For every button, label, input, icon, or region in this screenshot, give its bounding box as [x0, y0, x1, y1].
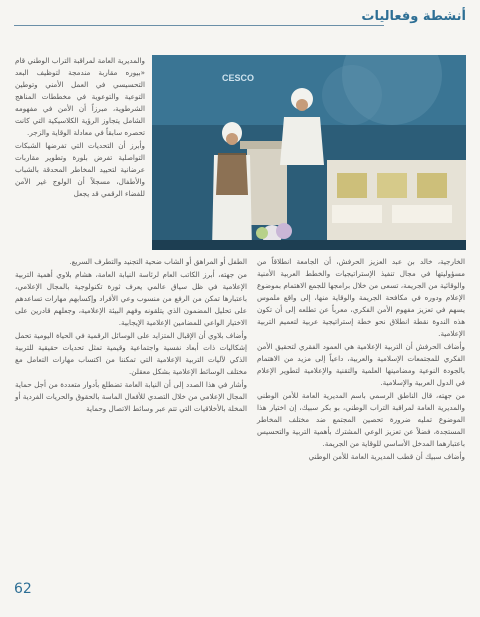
- paragraph: وأضاف الحرفش أن التربية الإعلامية هي العمود الفقري لتحقيق الأمن الفكري للمجتمعات الإسلامية والعربية، داعياً إلى مزيد من الاهتمام بالجودة النوعية ومضامينها العلمية والتقنية والإعلامية لتطوير الإعلام في الدول العربية والإسلامية.: [257, 342, 465, 387]
- paragraph: من جهته، أبرز الكاتب العام لرئاسة النيابة العامة، هشام بلاوي أهمية التربية الإعلامية في ظل سياق عالمي يعرف ثورة تكنولوجية بالمجال الإعلامي، باعتبارها تمكن من الرفع من منسوب وعي الأفراد وإكسابهم مهارات تساعدهم على تحليل المضمون الذي يتلقونه وفهم البيئة الإعلامية، وجعلهم قادرين على الاختيار الواعي للمضامين الإعلامية الإيجابية.: [15, 270, 247, 327]
- article-column-right: [257, 256, 465, 464]
- paragraph: من جهته، قال الناطق الرسمي باسم المديرية العامة للأمن الوطني والمديرية العامة لمراقبة التراب الوطني، بو بكر سبيك، إن اختيار هذا الموضوع تمليه ضرورة تحصين المجتمع ضد مختلف المخاطر المستجدة، فضلاً عن تعزيز الوعي المشترك بأهمية التربية والتحسيس باعتبارهما المدخل الأساسي للوقاية من الجريمة.: [257, 391, 465, 448]
- article-column-left: [15, 256, 247, 416]
- paragraph: وأبرز أن التحديات التي تفرضها الشبكات التواصلية تفرض بلورة وتطوير مقاربات عرضانية لتحييد المخاطر المحدقة بالشباب والأطفال، مسجلاً أن الولوج غير الآمن للفضاء الرقمي قد يجعل: [15, 141, 145, 198]
- article-column-top-left: [15, 55, 145, 201]
- page-number: 62: [14, 581, 32, 597]
- paragraph: الخارجية، خالد بن عبد العزيز الحرفش، أن الجامعة انطلاقاً من مسؤوليتها في مجال تنفيذ الإستراتيجيات والخطط العربية الأمنية والوقائية من الجريمة، تسعى من خلال برامجها للجمع الاهتمام بموضوع الإعلام ودوره في مكافحة الجريمة والوقاية منها، إلى واقع ملموس يسهم في تعزيز مفهوم الأمن الفكري، معرباً عن تطلعه إلى أن تكون هذه الندوة نقطة انطلاق نحو خطة إستراتيجية عربية لتعميم التربية الإعلامية.: [257, 257, 465, 338]
- event-photo: [152, 55, 466, 250]
- paragraph: وأضاف بلاوي أن الإقبال المتزايد على الوسائل الرقمية في الحياة اليومية تحمل إشكاليات ذات أبعاد نفسية واجتماعية وقيمية تمثل تحديات حقيقية للتربية الذكي لآليات التربية الإعلامية التي تمكننا من اكتساب مهارات التعامل مع مختلف الوسائط الإعلامية بشكل معقلن.: [15, 331, 247, 376]
- paragraph: وأضاف سبيك أن قطب المديرية العامة للأمن الوطني: [308, 452, 465, 461]
- header-rule: [14, 25, 384, 26]
- paragraph: الطفل أو المراهق أو الشاب ضحية التجنيد والتطرف السريع.: [69, 257, 247, 266]
- backdrop-logo-text: CESCO: [222, 73, 255, 83]
- paragraph: والمديرية العامة لمراقبة التراب الوطني قام «بيوره مقاربة مندمجة لتوظيف البعد التحسيسي في العمل الأمني وتوطين التوعية والتوعوية في مخططات المناهج الشرطوية، مبرزاً أن الأمن في مفهومه الشامل يتجاوز الرؤية الكلاسيكية التي كانت تحصره سابقاً في معادلة الوقاية والزجر.: [15, 56, 145, 137]
- paragraph: وأشار في هذا الصدد إلى أن النيابة العامة تضطلع بأدوار متعددة من أجل حماية المجال الإعلامي من خلال التصدي للأفعال الماسة بالحقوق والحريات الفردية أو المخلة بالأخلاقيات التي تتم عبر وسائط الاتصال وحماية: [15, 380, 247, 413]
- section-title: أنشطة وفعاليات: [361, 9, 466, 24]
